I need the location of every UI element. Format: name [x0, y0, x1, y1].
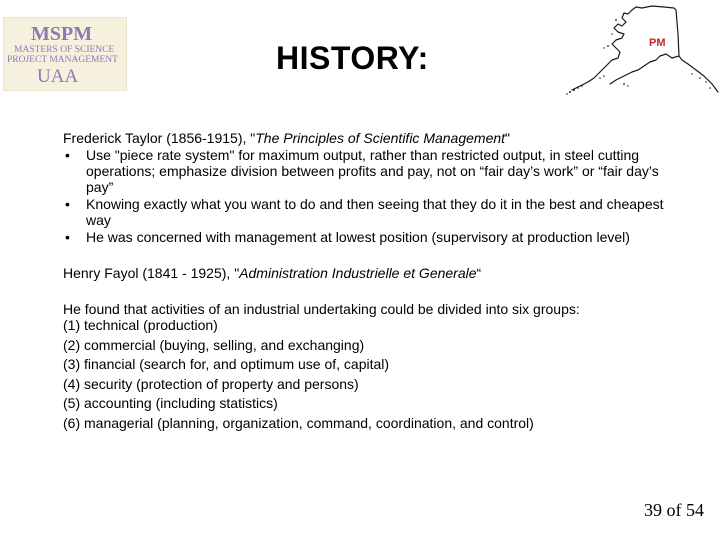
fayol-intro: He found that activities of an industrial undertaking could be divided into six groups:: [63, 301, 580, 317]
list-item: [63, 229, 686, 245]
logo-masters-text: MASTERS OF SCIENCE: [14, 45, 115, 55]
alaska-map: [564, 4, 720, 100]
list-item: (4) security (protection of property and persons): [63, 375, 359, 392]
taylor-bullet-list: [63, 147, 703, 245]
bullet-icon: •: [65, 147, 70, 163]
page-title: HISTORY:: [276, 40, 429, 76]
logo-mspm-text: MSPM: [31, 23, 93, 45]
bullet-icon: •: [65, 196, 70, 212]
bullet-icon: •: [65, 229, 70, 245]
fayol-work-title: Administration Industrielle et Generale: [239, 265, 477, 281]
aleutian-islands: [566, 19, 711, 95]
list-item: (6) managerial (planning, organization, command, coordination, and control): [63, 414, 534, 431]
bullet-text: He was concerned with management at lowest position (supervisory at production level): [86, 229, 630, 245]
page-number: 39 of 54: [644, 500, 704, 520]
fayol-heading-suffix: “: [476, 265, 482, 281]
alaska-outline-graphic: [564, 4, 720, 100]
logo-uaa-text: UAA: [37, 66, 79, 87]
list-item: (5) accounting (including statistics): [63, 395, 278, 411]
mspm-logo: [3, 17, 127, 91]
map-pm-label: PM: [649, 37, 666, 49]
alaska-outline: [572, 6, 718, 92]
logo-project-text: PROJECT MANAGEMENT: [7, 55, 118, 65]
list-item: (2) commercial (buying, selling, and exchanging): [63, 336, 365, 353]
fayol-heading-prefix: Henry Fayol (1841 - 1925), ": [63, 265, 240, 281]
fayol-heading: [63, 265, 703, 281]
taylor-heading-suffix: ": [505, 130, 511, 146]
fayol-groups-list: [63, 317, 703, 431]
list-item: (1) technical (production): [63, 317, 218, 333]
list-item: [63, 196, 686, 228]
mspm-logo-graphic: [4, 18, 126, 90]
slide-body: [63, 130, 703, 434]
list-item: [63, 147, 686, 195]
taylor-work-title: The Principles of Scientific Management: [255, 130, 506, 146]
bullet-text: Use "piece rate system" for maximum output, rather than restricted output, in steel cutting operations; emphasize division between profits and pay, not on “fair day’s work” or “fair day’s pay”: [86, 147, 659, 195]
bullet-text: Knowing exactly what you want to do and then seeing that they do it in the best and cheapest way: [86, 196, 664, 228]
taylor-heading-prefix: Frederick Taylor (1856-1915), ": [63, 130, 256, 146]
taylor-heading: [63, 130, 703, 146]
list-item: (3) financial (search for, and optimum use of, capital): [63, 356, 390, 372]
